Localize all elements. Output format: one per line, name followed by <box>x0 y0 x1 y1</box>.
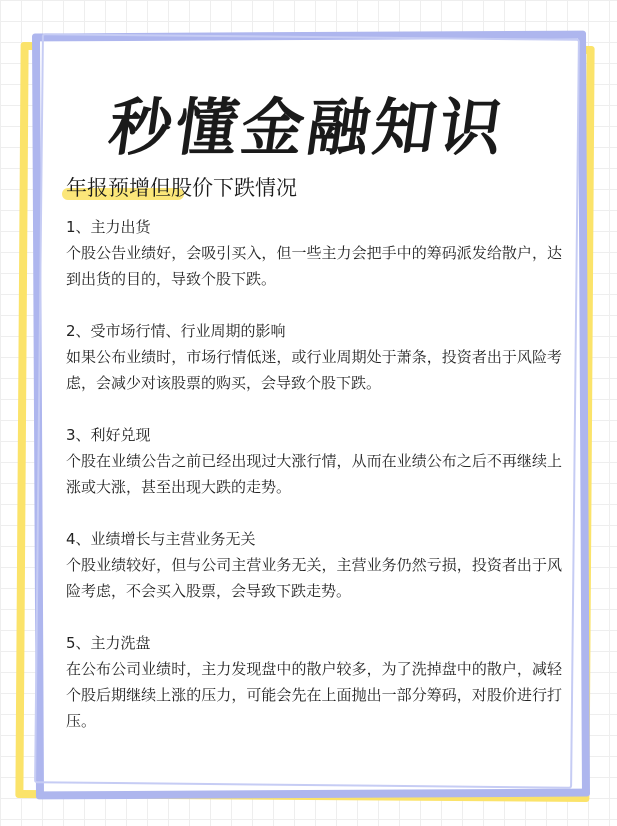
subtitle: 年报预增但股价下跌情况 <box>66 176 297 200</box>
subtitle-container <box>66 172 297 202</box>
section-heading: 1、主力出货 <box>66 218 151 236</box>
section-body: 个股在业绩公告之前已经出现过大涨行情，从而在业绩公布之后不再继续上涨或大涨，甚至出现大跌的走势。 <box>66 452 562 496</box>
section-heading: 2、受市场行情、行业周期的影响 <box>66 322 286 340</box>
section-body: 个股公告业绩好，会吸引买入，但一些主力会把手中的筹码派发给散户，达到出货的目的，导致个股下跌。 <box>66 244 562 288</box>
section-heading: 3、利好兑现 <box>66 426 151 444</box>
section-heading: 5、主力洗盘 <box>66 634 151 652</box>
section-good-news-priced-in <box>66 422 562 500</box>
section-shakeout <box>66 630 562 734</box>
page-title: 秒懂金融知识 <box>104 91 511 164</box>
section-market-cycle <box>66 318 562 396</box>
section-body: 如果公布业绩时，市场行情低迷，或行业周期处于萧条，投资者出于风险考虑，会减少对该股票的购买，会导致个股下跌。 <box>66 348 562 392</box>
section-heading: 4、业绩增长与主营业务无关 <box>66 530 256 548</box>
article-content <box>66 214 562 760</box>
section-body: 在公布公司业绩时，主力发现盘中的散户较多，为了洗掉盘中的散户，减轻个股后期继续上涨的压力，可能会先在上面抛出一部分筹码，对股价进行打压。 <box>66 660 562 730</box>
section-body: 个股业绩较好，但与公司主营业务无关，主营业务仍然亏损，投资者出于风险考虑，不会买入股票，会导致下跌走势。 <box>66 556 562 600</box>
section-growth-unrelated-to-core <box>66 526 562 604</box>
section-main-force-selling <box>66 214 562 292</box>
